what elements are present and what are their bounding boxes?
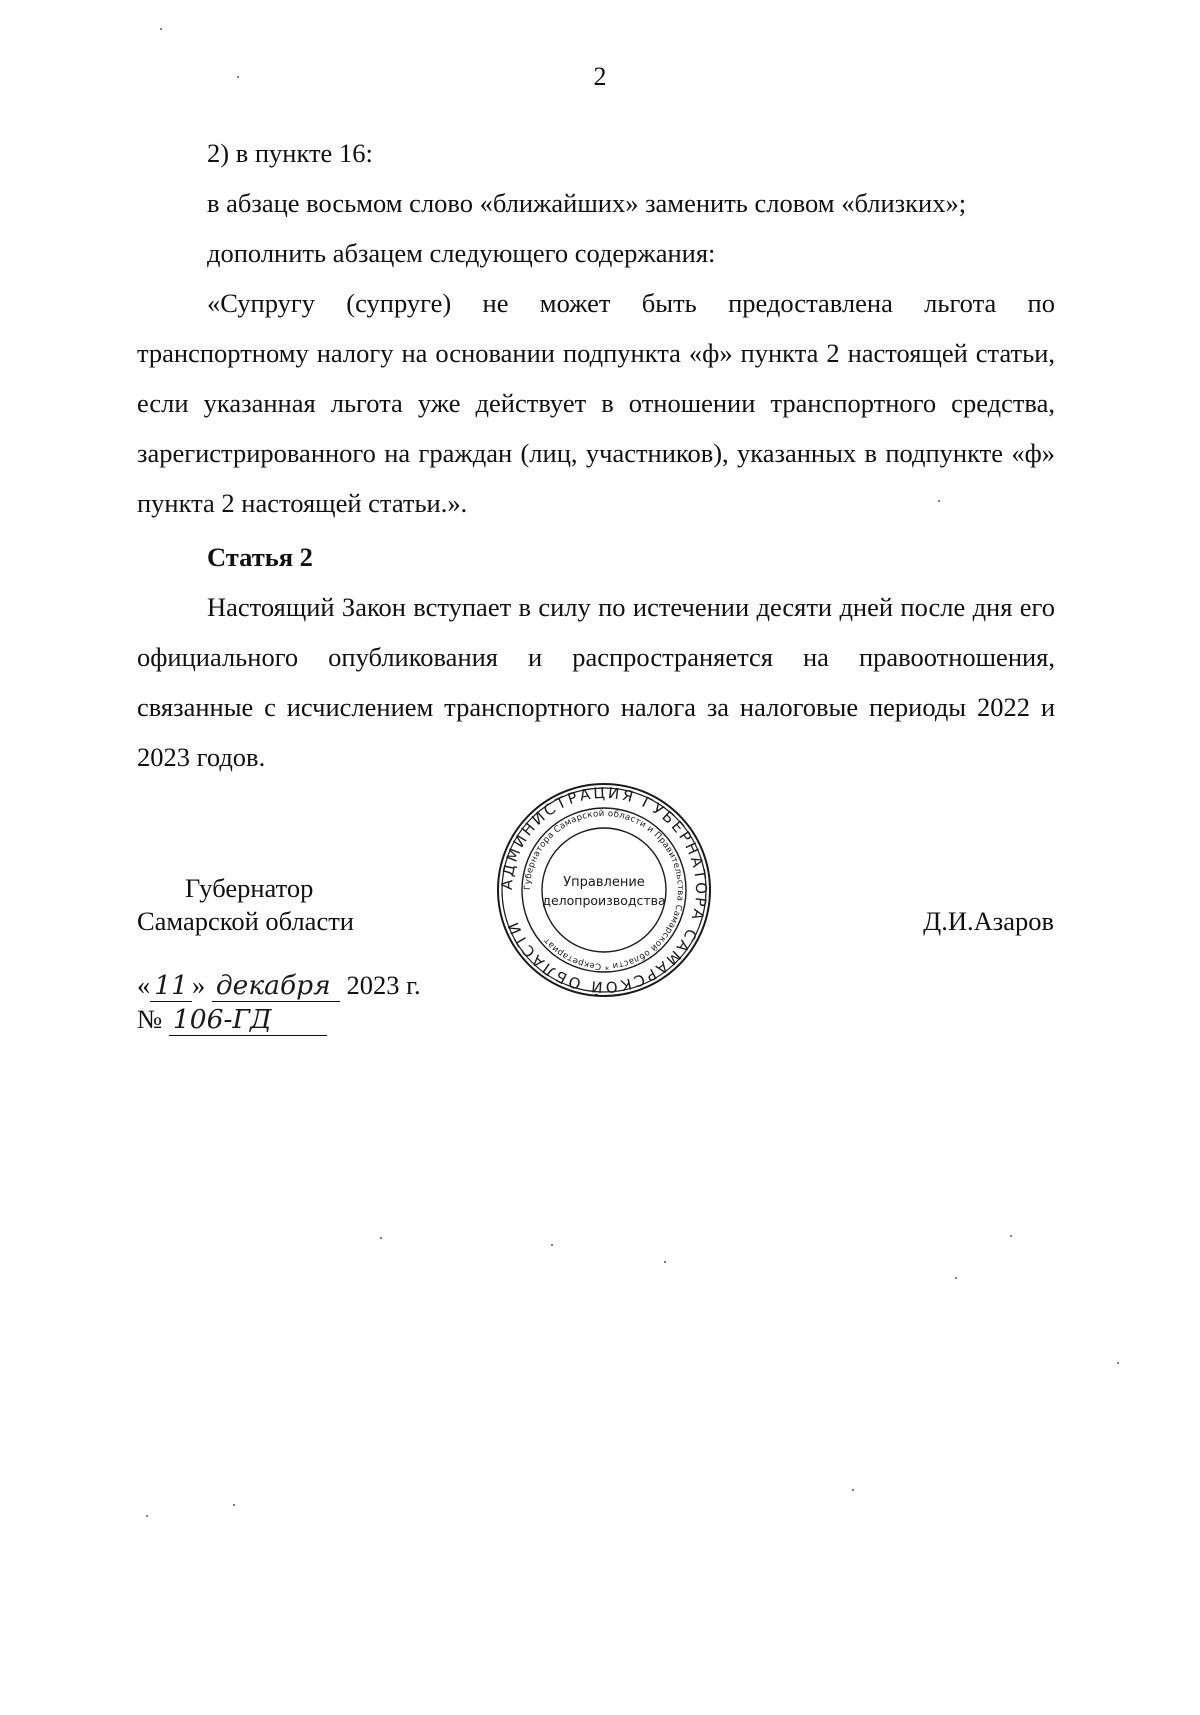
seal-center-line1: Управление	[563, 875, 645, 890]
date-year: 2023 г.	[346, 970, 421, 1000]
scan-speck	[233, 1504, 235, 1506]
page-number: 2	[593, 62, 607, 91]
scan-speck	[1117, 1362, 1119, 1364]
date-open-quote: «	[137, 970, 151, 1000]
document-number-handwritten: 106-ГД	[169, 1005, 327, 1036]
date-day-handwritten: 11	[150, 971, 192, 1002]
paragraph-add: дополнить абзацем следующего содержания:	[207, 238, 716, 268]
scan-speck	[237, 76, 239, 78]
scan-speck	[955, 1277, 957, 1279]
quoted-paragraph: «Супругу (супруге) не может быть предоставлена льгота по транспортному налогу на основании подпункта «ф» пункта 2 настоящей статьи, если указанная льгота уже действует в отношении транспортного средства, зарегистрированного на граждан (лиц, участников), указанных в подпункте «ф» пункта 2 настоящей статьи.».	[137, 288, 1055, 518]
signature-title	[137, 872, 354, 938]
signature-title-line1: Губернатор	[185, 873, 314, 903]
date-month-handwritten: декабря	[212, 971, 340, 1002]
scan-speck	[664, 1261, 666, 1263]
article-text: Настоящий Закон вступает в силу по истечении десяти дней после дня его официального опубликования и распространяется на правоотношения, связанные с исчислением транспортного налога за налоговые периоды 2022 и 2023 годов.	[137, 592, 1055, 772]
scan-speck	[938, 500, 940, 502]
scan-speck	[380, 1237, 382, 1239]
scan-speck	[852, 1489, 854, 1491]
seal-center-line2: делопроизводства	[542, 893, 666, 908]
seal-inner-text: Губернатора Самарской области и Правительства Самарской области * Секретариат	[522, 808, 686, 972]
document-number-line	[137, 1004, 327, 1036]
scan-speck	[160, 28, 162, 30]
scan-speck	[146, 1515, 148, 1517]
seal-outer-text: АДМИНИСТРАЦИЯ ГУБЕРНАТОРА САМАРСКОЙ ОБЛАСТИ	[497, 783, 711, 997]
article-heading: Статья 2	[207, 542, 313, 572]
signatory-name: Д.И.Азаров	[923, 906, 1054, 936]
item-label: 2) в пункте 16:	[207, 138, 373, 168]
signature-title-line2: Самарской области	[137, 906, 354, 936]
paragraph-amend: в абзаце восьмом слово «ближайших» заменить словом «близких»;	[207, 188, 967, 218]
date-close-quote: »	[191, 970, 206, 1000]
document-body	[137, 128, 1055, 782]
official-seal	[494, 780, 714, 1000]
scan-speck	[551, 1244, 553, 1246]
date-line	[137, 970, 421, 1002]
scan-speck	[1010, 1235, 1012, 1237]
number-prefix: №	[137, 1004, 163, 1034]
